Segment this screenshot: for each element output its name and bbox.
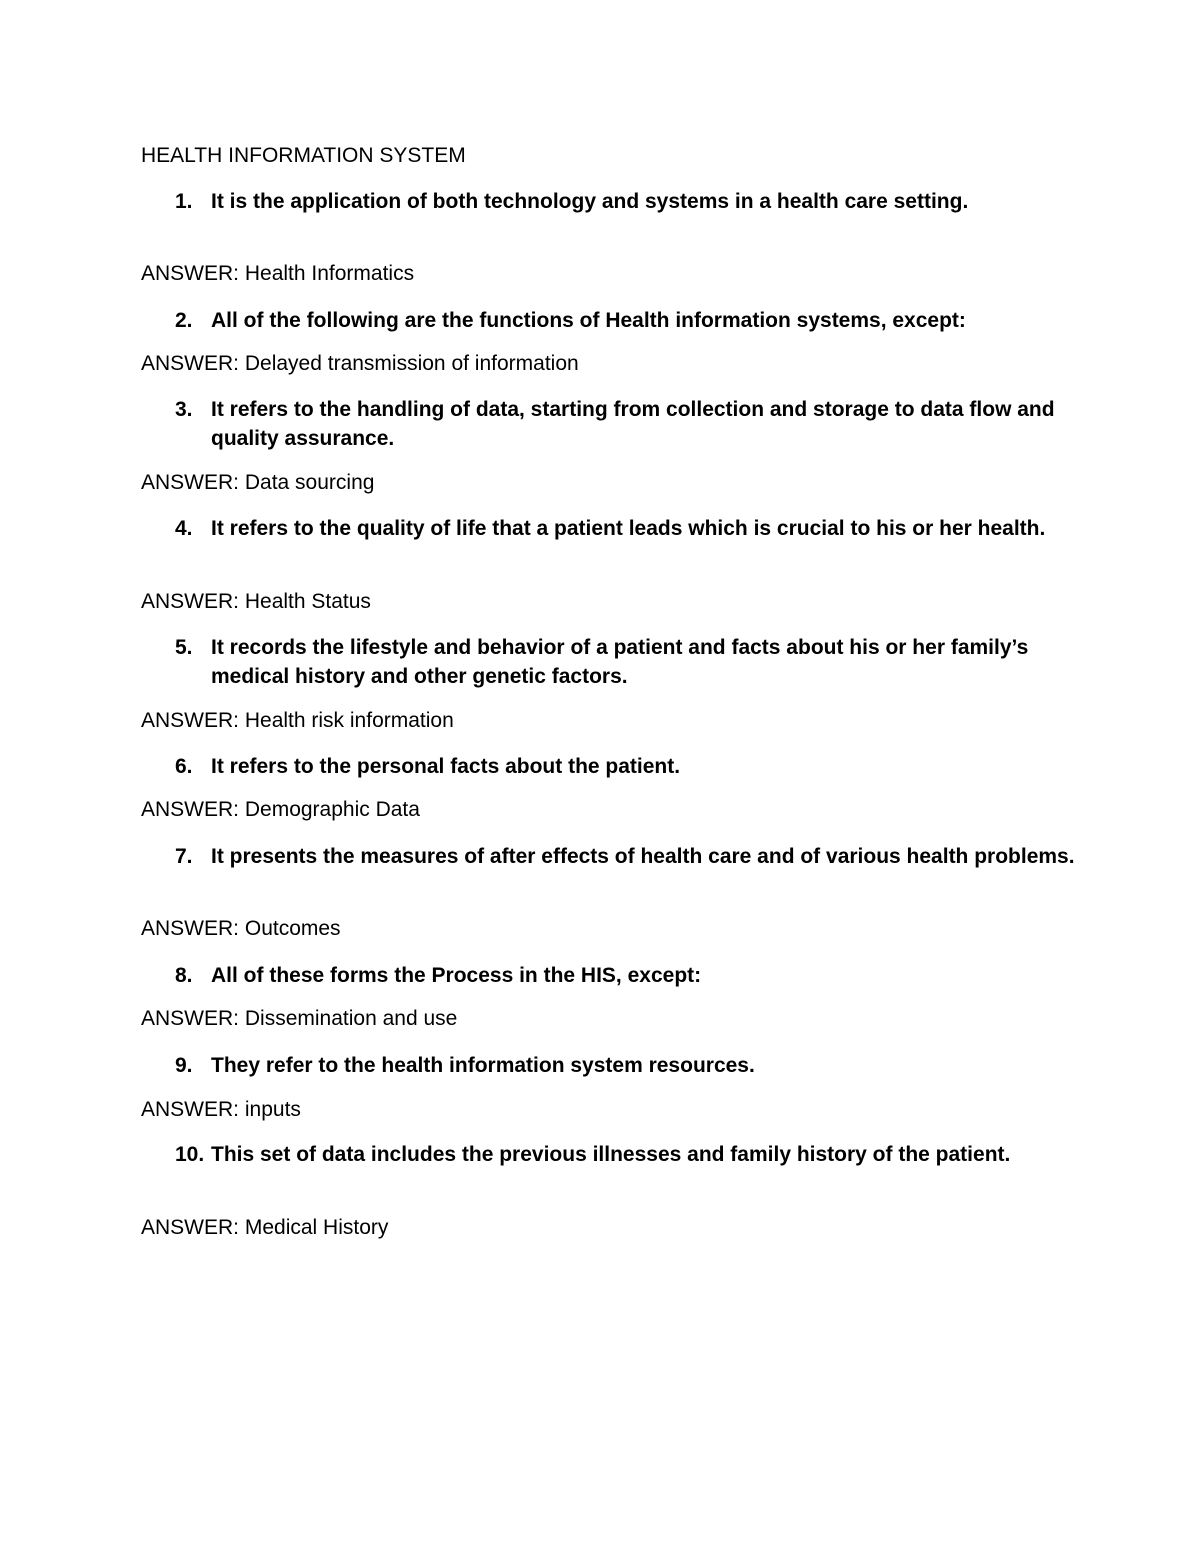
answer-2 <box>141 351 579 377</box>
question-5 <box>175 633 1075 691</box>
question-text: It refers to the personal facts about the patient. <box>211 755 681 778</box>
answer-text: Medical History <box>244 1216 389 1239</box>
question-number: 6. <box>175 755 193 778</box>
answer-text: Health risk information <box>244 709 454 732</box>
answer-10 <box>141 1215 388 1241</box>
question-number: 10. <box>175 1143 205 1166</box>
question-text: It presents the measures of after effects of health care and of various health problems. <box>211 845 1075 868</box>
question-number: 4. <box>175 517 193 540</box>
question-10 <box>175 1140 1075 1169</box>
answer-label: ANSWER: <box>141 1007 240 1030</box>
answer-6 <box>141 797 420 823</box>
question-4 <box>175 514 1075 543</box>
answer-text: Health Informatics <box>244 262 415 285</box>
question-number: 3. <box>175 398 193 421</box>
question-text: It refers to the quality of life that a patient leads which is crucial to his or her health. <box>211 517 1046 540</box>
question-text: It refers to the handling of data, starting from collection and storage to data flow and quality assurance. <box>211 398 1055 450</box>
question-8 <box>175 961 1075 990</box>
answer-text: Delayed transmission of information <box>244 352 579 375</box>
question-text: All of the following are the functions of Health information systems, except: <box>211 309 966 332</box>
answer-1 <box>141 261 414 287</box>
answer-text: inputs <box>244 1098 301 1121</box>
question-number: 8. <box>175 964 193 987</box>
answer-7 <box>141 916 341 942</box>
question-text: They refer to the health information system resources. <box>211 1054 755 1077</box>
question-number: 2. <box>175 309 193 332</box>
answer-label: ANSWER: <box>141 917 240 940</box>
question-number: 9. <box>175 1054 193 1077</box>
question-number: 1. <box>175 190 193 213</box>
question-3 <box>175 395 1075 453</box>
answer-text: Data sourcing <box>244 471 375 494</box>
answer-4 <box>141 589 371 615</box>
answer-text: Health Status <box>244 590 371 613</box>
question-1 <box>175 187 1075 216</box>
answer-label: ANSWER: <box>141 1098 240 1121</box>
answer-label: ANSWER: <box>141 590 240 613</box>
answer-label: ANSWER: <box>141 352 240 375</box>
question-number: 7. <box>175 845 193 868</box>
question-number: 5. <box>175 636 193 659</box>
answer-label: ANSWER: <box>141 471 240 494</box>
answer-text: Dissemination and use <box>244 1007 458 1030</box>
answer-3 <box>141 470 374 496</box>
question-text: It records the lifestyle and behavior of a patient and facts about his or her family’s medical history and other genetic factors. <box>211 636 1029 688</box>
question-2 <box>175 306 1075 335</box>
document-title: HEALTH INFORMATION SYSTEM <box>141 144 466 167</box>
answer-label: ANSWER: <box>141 709 240 732</box>
answer-label: ANSWER: <box>141 798 240 821</box>
question-6 <box>175 752 1075 781</box>
answer-text: Demographic Data <box>244 798 420 821</box>
answer-text: Outcomes <box>244 917 341 940</box>
question-text: All of these forms the Process in the HIS, except: <box>211 964 702 987</box>
answer-8 <box>141 1006 457 1032</box>
answer-label: ANSWER: <box>141 1216 240 1239</box>
question-9 <box>175 1051 1075 1080</box>
question-7 <box>175 842 1075 871</box>
question-text: It is the application of both technology and systems in a health care setting. <box>211 190 969 213</box>
answer-5 <box>141 708 454 734</box>
answer-9 <box>141 1097 301 1123</box>
question-text: This set of data includes the previous illnesses and family history of the patient. <box>211 1143 1011 1166</box>
answer-label: ANSWER: <box>141 262 240 285</box>
